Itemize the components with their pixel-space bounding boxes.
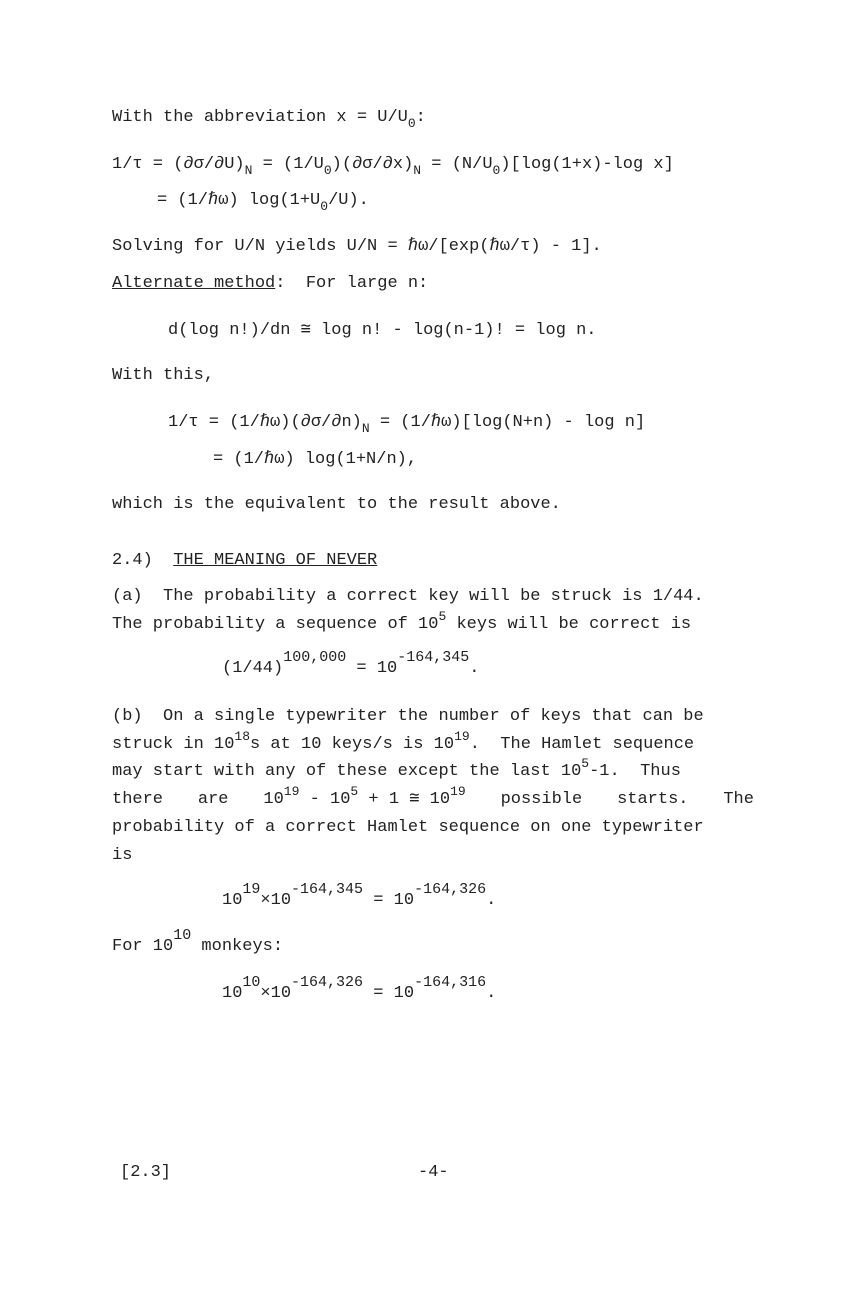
text-line: Solving for U/N yields U/N = ℏω/[exp(ℏω/τ) - 1]. [112, 237, 602, 256]
page-number: -4- [418, 1163, 449, 1182]
text-line: For $10^{10}$ monkeys: [112, 927, 284, 956]
text-line: is [112, 846, 133, 865]
equation-line: $(1/44)^{100,000} = 10^{-164,345}$. [222, 649, 480, 678]
text-line: probability of a correct Hamlet sequence on one typewriter [112, 818, 704, 837]
text-line: which is the equivalent to the result above. [112, 495, 561, 514]
text-line: struck in $10^{18}s$ at 10 keys/s is $10^{19}$. The Hamlet sequence [112, 729, 695, 754]
equation-line: = (1/ℏω) log(1+N/n), [213, 450, 418, 469]
text-line: (b) On a single typewriter the number of keys that can be [112, 707, 704, 726]
equation-line: $1/\tau = (\partial\sigma/\partial U)_N = (1/U_0)(\partial\sigma/\partial x)_N = (N/U_0)[\log(1+x)-\log$ x] [112, 155, 674, 178]
text-line: (a) The probability a correct key will be struck is 1/44. [112, 587, 704, 606]
equation-line: $10^{10}\times 10^{-164,326} = 10^{-164,316}$. [222, 974, 497, 1003]
text-line: The probability a sequence of $10^5$ keys will be correct is [112, 609, 692, 634]
equation-line: $10^{19}\times 10^{-164,345} = 10^{-164,326}$. [222, 881, 497, 910]
text-line: With the abbreviation $x = U/U_0$: [112, 108, 426, 131]
section-title: THE MEANING OF NEVER [173, 551, 378, 570]
underlined-label: Alternate method [112, 274, 276, 293]
text-line: there are $10^{19} - 10^5 + 1$ ≅ $10^{19}$ possible starts. The [112, 784, 754, 809]
equation-line: = (1/ℏω) $\log(1+U_0/U)$. [157, 191, 369, 214]
section-heading [112, 550, 377, 572]
footer-section-ref: [2.3] [120, 1163, 172, 1182]
section-number: 2.4) [112, 551, 153, 570]
text-line: With this, [112, 366, 215, 385]
equation-line: $1/\tau = (1/\hbar\omega)(\partial\sigma/\partial n)_N$ = (1/ℏω)[log(N+n) - log n] [168, 413, 646, 436]
text-line: Alternate method: For large n: [112, 274, 429, 293]
text-line: may start with any of these except the last $10^5-1$. Thus [112, 756, 681, 781]
equation-line: d(log n!)/dn ≅ log n! - log(n-1)! = log n. [168, 321, 597, 340]
